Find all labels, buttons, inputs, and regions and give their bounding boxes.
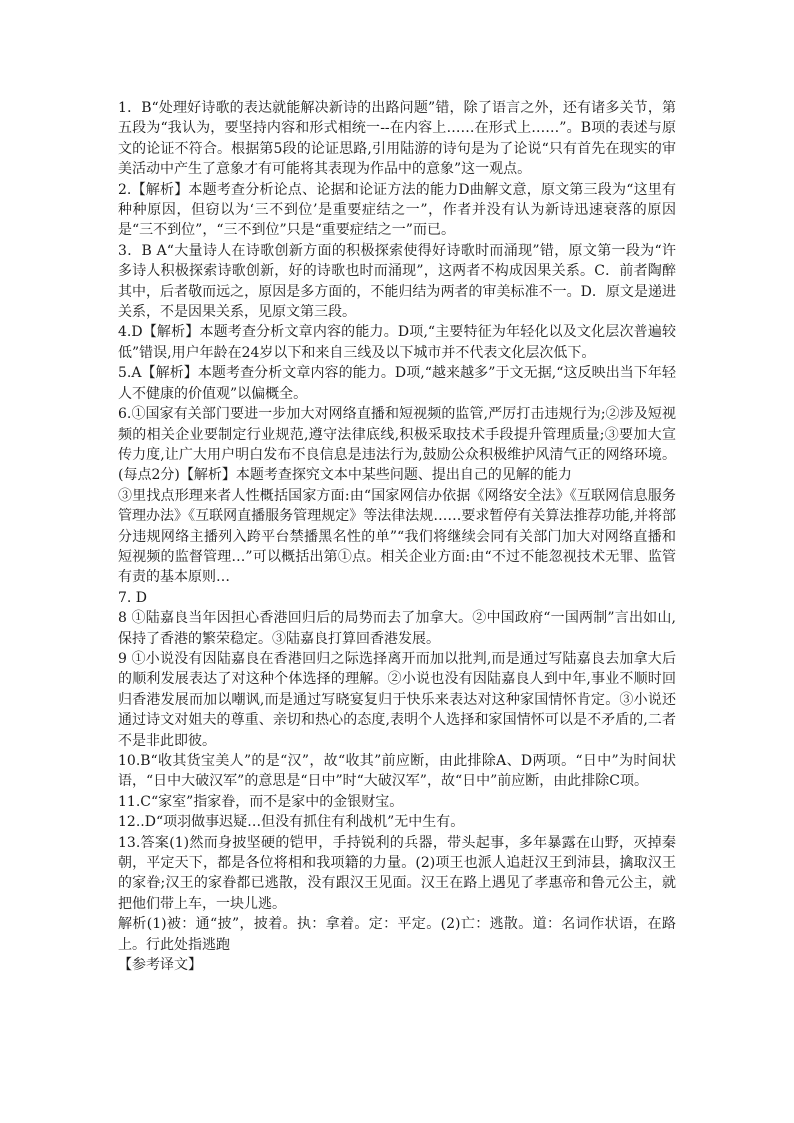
answer-13-analysis: 解析(1)被：通“披”，披着。执：拿着。定：平定。(2)亡：逃散。道：名词作状语，在路上。行此处指逃跑 [118,916,676,953]
answer-3: 3．B A“大量诗人在诗歌创新方面的积极探索使得好诗歌时而涌现”错，原文第一段为“许多诗人积极探索诗歌创新，好的诗歌也时而涌现”，这两者不构成因果关系。C．前者陶醉其中，后者敬而远之，原因是多方面的，不能归结为两者的审美标准不一。D．原文是递进关系，不是因果关系，见原文第三段。 [118,242,676,321]
answer-12: 12..D“项羽做事迟疑…但没有抓住有利战机”无中生有。 [118,814,465,831]
answer-5: 5.A【解析】本题考查分析文章内容的能力。D项,“越来越多”于文无据,“这反映出当下年轻人不健康的价值观”以偏概全。 [118,365,676,402]
answer-11: 11.C“家室”指家眷，而不是家中的金银财宝。 [118,793,404,810]
reference-translation-heading: 【参考译文】 [118,957,202,974]
answer-1: 1．B“处理好诗歌的表达就能解决新诗的出路问题”错，除了语言之外，还有诸多关节，第五段为“我认为，要坚持内容和形式相统一--在内容上……在形式上……”。B项的表述与原文的论证不符合。根据第5段的论证思路,引用陆游的诗句是为了论说“只有首先在现实的审美活动中产生了意象才有可能将其表现为作品中的意象”这一观点。 [118,100,676,178]
answer-6-analysis: ③里找点形理来者人性概括国家方面:由“国家网信办依据《网络安全法》《互联网信息服务管理办法》《互联网直播服务管理规定》等法律法规……要求暂停有关算法推荐功能,并将部分违规网络主播列入跨平台禁播黑名性的单”“我们将继续会同有关部门加大对网络直播和短视频的监督管理…”可以概括出第①点。相关企业方面:由“不过不能忽视技术无罪、监管有责的基本原则… [118,487,676,586]
answer-6: 6.①国家有关部门要进一步加大对网络直播和短视频的监管,严厉打击违规行为;②涉及短视频的相关企业要制定行业规范,遵守法律底线,积极采取技术手段提升管理质量;③要加大宣传力度,让广大用户明白发布不良信息是违法行为,鼓励公众积极维护风清气正的网络环境。(每点2分)【解析】本题考查探究文本中某些问题、提出自己的见解的能力 [118,406,676,484]
answer-13: 13.答案(1)然而身披坚硬的铠甲，手持锐利的兵器，带头起事，多年暴露在山野，灭掉秦朝，平定天下，都是各位将相和我项籍的力量。(2)项王也派人追赶汉王到沛县，擒取汉王的家眷;汉王的家眷都已逃散，没有跟汉王见面。汉王在路上遇见了孝惠帝和鲁元公主，就把他们带上车，一块儿逃。 [118,834,676,912]
answer-9: 9 ①小说没有因陆嘉良在香港回归之际选择离开而加以批判,而是通过写陆嘉良去加拿大后的顺利发展表达了对这种个体选择的理解。②小说也没有因陆嘉良人到中年,事业不顺时回归香港发展而加以嘲讽,而是通过写晓宴复归于快乐来表达对这种家国情怀肯定。③小说还通过诗文对姐夫的尊重、亲切和热心的态度,表明个人选择和家国情怀可以是不矛盾的,二者不是非此即彼。 [118,650,676,749]
answer-2: 2.【解析】本题考查分析论点、论据和论证方法的能力D曲解文意，原文第三段为“这里有种种原因，但窃以为‘三不到位’是重要症结之一”，作者并没有认为新诗迅速衰落的原因是“三不到位”，“三不到位”只是“重要症结之一”而已。 [118,181,676,239]
answer-8: 8 ①陆嘉良当年因担心香港回归后的局势而去了加拿大。②中国政府“一国两制”言出如山,保持了香港的繁荣稳定。③陆嘉良打算回香港发展。 [118,610,676,647]
answer-10: 10.B“收其货宝美人”的是“汉”，故“收其”前应断，由此排除A、D两项。“日中”为时间状语，“日中大破汉军”的意思是“日中”时“大破汉军”，故“日中”前应断，由此排除C项。 [118,753,676,790]
answer-4: 4.D【解析】本题考查分析文章内容的能力。D项,“主要特征为年轻化以及文化层次普遍较低”错误,用户年龄在24岁以下和来自三线及以下城市并不代表文化层次低下。 [118,324,676,361]
answer-7: 7. D [118,589,148,606]
document-page [118,98,676,975]
